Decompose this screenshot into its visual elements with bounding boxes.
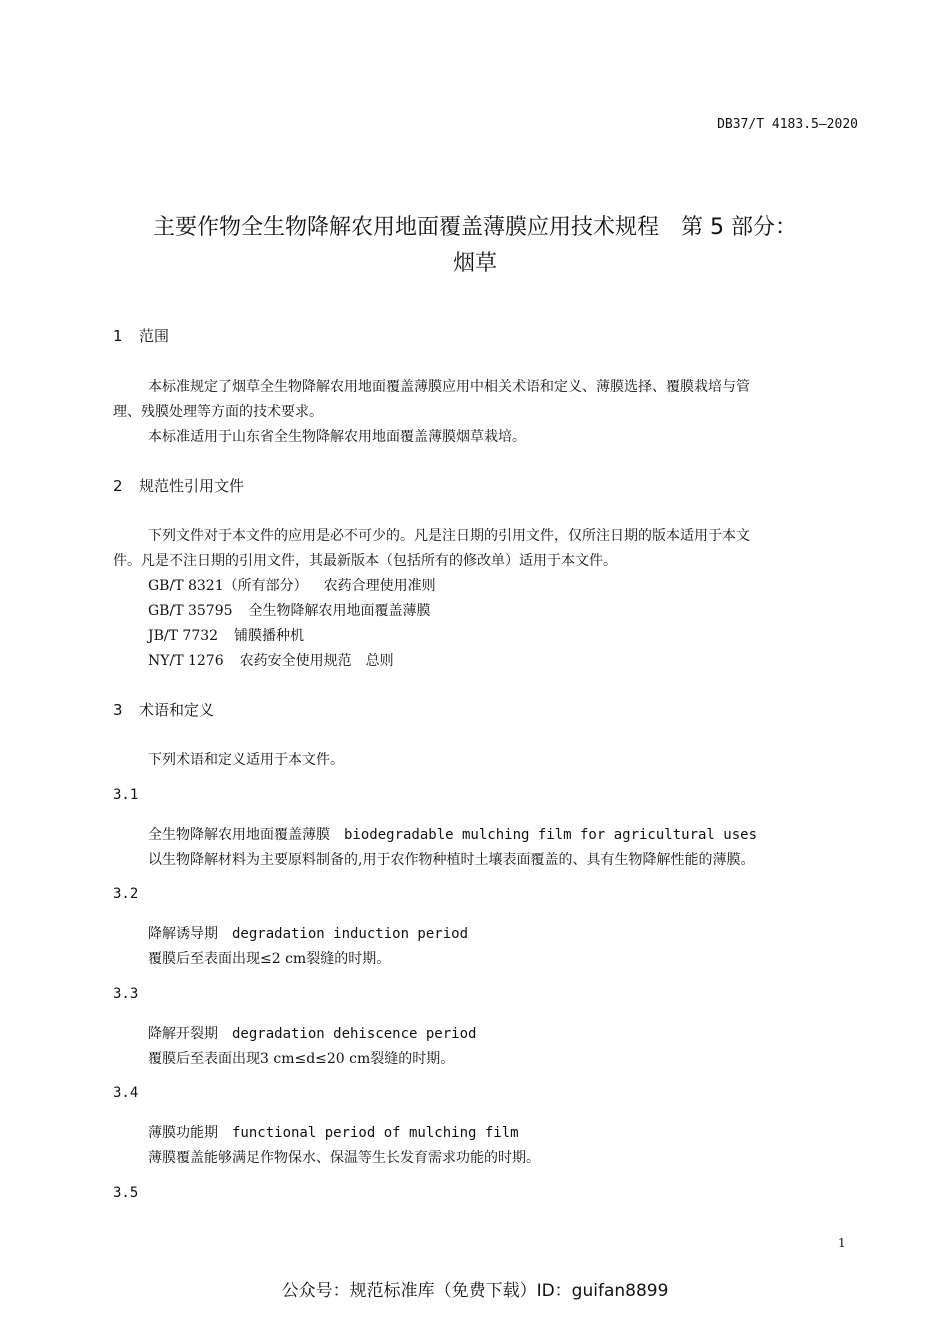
term-definition: 覆膜后至表面出现3 cm≤d≤20 cm裂缝的时期。 bbox=[148, 1051, 455, 1067]
term-english: biodegradable mulching film for agricultural uses bbox=[344, 827, 758, 843]
paragraph: 件。凡是不注日期的引用文件，其最新版本（包括所有的修改单）适用于本文件。 bbox=[113, 553, 617, 569]
term-heading bbox=[148, 1122, 519, 1142]
paragraph: 下列文件对于本文件的应用是必不可少的。凡是注日期的引用文件，仅所注日期的版本适用于本文 bbox=[148, 528, 750, 544]
paragraph: 本标准规定了烟草全生物降解农用地面覆盖薄膜应用中相关术语和定义、薄膜选择、覆膜栽培与管 bbox=[148, 379, 750, 395]
section-number: 3 bbox=[113, 701, 123, 719]
reference-code: JB/T 7732 bbox=[148, 628, 219, 644]
section-2-heading bbox=[113, 475, 244, 496]
term-number: 3.1 bbox=[113, 787, 139, 803]
term-english: functional period of mulching film bbox=[232, 1125, 519, 1141]
term-definition: 薄膜覆盖能够满足作物保水、保温等生长发育需求功能的时期。 bbox=[148, 1150, 540, 1166]
reference-title: 全生物降解农用地面覆盖薄膜 bbox=[248, 603, 431, 619]
reference-code: GB/T 35795 bbox=[148, 603, 233, 619]
section-3-heading bbox=[113, 699, 214, 720]
section-title: 范围 bbox=[139, 327, 170, 345]
section-title: 术语和定义 bbox=[139, 701, 215, 719]
term-english: degradation dehiscence period bbox=[232, 1026, 477, 1042]
reference-item bbox=[148, 625, 304, 645]
term-chinese: 全生物降解农用地面覆盖薄膜 bbox=[148, 827, 330, 843]
section-1-heading bbox=[113, 325, 169, 346]
reference-title: 农药安全使用规范 总则 bbox=[239, 653, 394, 669]
document-code: DB37/T 4183.5—2020 bbox=[717, 117, 858, 132]
reference-item bbox=[148, 575, 436, 595]
term-chinese: 降解诱导期 bbox=[148, 926, 218, 942]
reference-code: NY/T 1276 bbox=[148, 653, 224, 669]
document-title-line2: 烟草 bbox=[452, 251, 497, 276]
paragraph: 下列术语和定义适用于本文件。 bbox=[148, 752, 344, 768]
reference-title: 铺膜播种机 bbox=[234, 628, 305, 644]
term-number: 3.3 bbox=[113, 986, 139, 1002]
page-number: 1 bbox=[838, 1236, 846, 1250]
document-title-line1: 主要作物全生物降解农用地面覆盖薄膜应用技术规程 第 5 部分： bbox=[153, 215, 797, 240]
reference-item bbox=[148, 650, 394, 670]
term-definition: 以生物降解材料为主要原料制备的,用于农作物种植时土壤表面覆盖的、具有生物降解性能的薄膜。 bbox=[148, 852, 755, 868]
term-number: 3.4 bbox=[113, 1085, 139, 1101]
term-number: 3.2 bbox=[113, 886, 139, 902]
term-chinese: 降解开裂期 bbox=[148, 1026, 218, 1042]
reference-item bbox=[148, 600, 431, 620]
term-heading bbox=[148, 824, 757, 844]
section-title: 规范性引用文件 bbox=[139, 477, 245, 495]
term-heading bbox=[148, 923, 468, 943]
term-number: 3.5 bbox=[113, 1185, 139, 1201]
term-heading bbox=[148, 1023, 476, 1043]
paragraph: 本标准适用于山东省全生物降解农用地面覆盖薄膜烟草栽培。 bbox=[148, 429, 526, 445]
reference-title: 农药合理使用准则 bbox=[323, 578, 436, 594]
section-number: 1 bbox=[113, 327, 123, 345]
section-number: 2 bbox=[113, 477, 123, 495]
term-definition: 覆膜后至表面出现≤2 cm裂缝的时期。 bbox=[148, 951, 391, 967]
paragraph: 理、残膜处理等方面的技术要求。 bbox=[113, 404, 323, 420]
term-english: degradation induction period bbox=[232, 926, 469, 942]
reference-code: GB/T 8321（所有部分） bbox=[148, 578, 308, 594]
footer-watermark: 公众号：规范标准库（免费下载）ID：guifan8899 bbox=[281, 1281, 669, 1301]
term-chinese: 薄膜功能期 bbox=[148, 1125, 218, 1141]
